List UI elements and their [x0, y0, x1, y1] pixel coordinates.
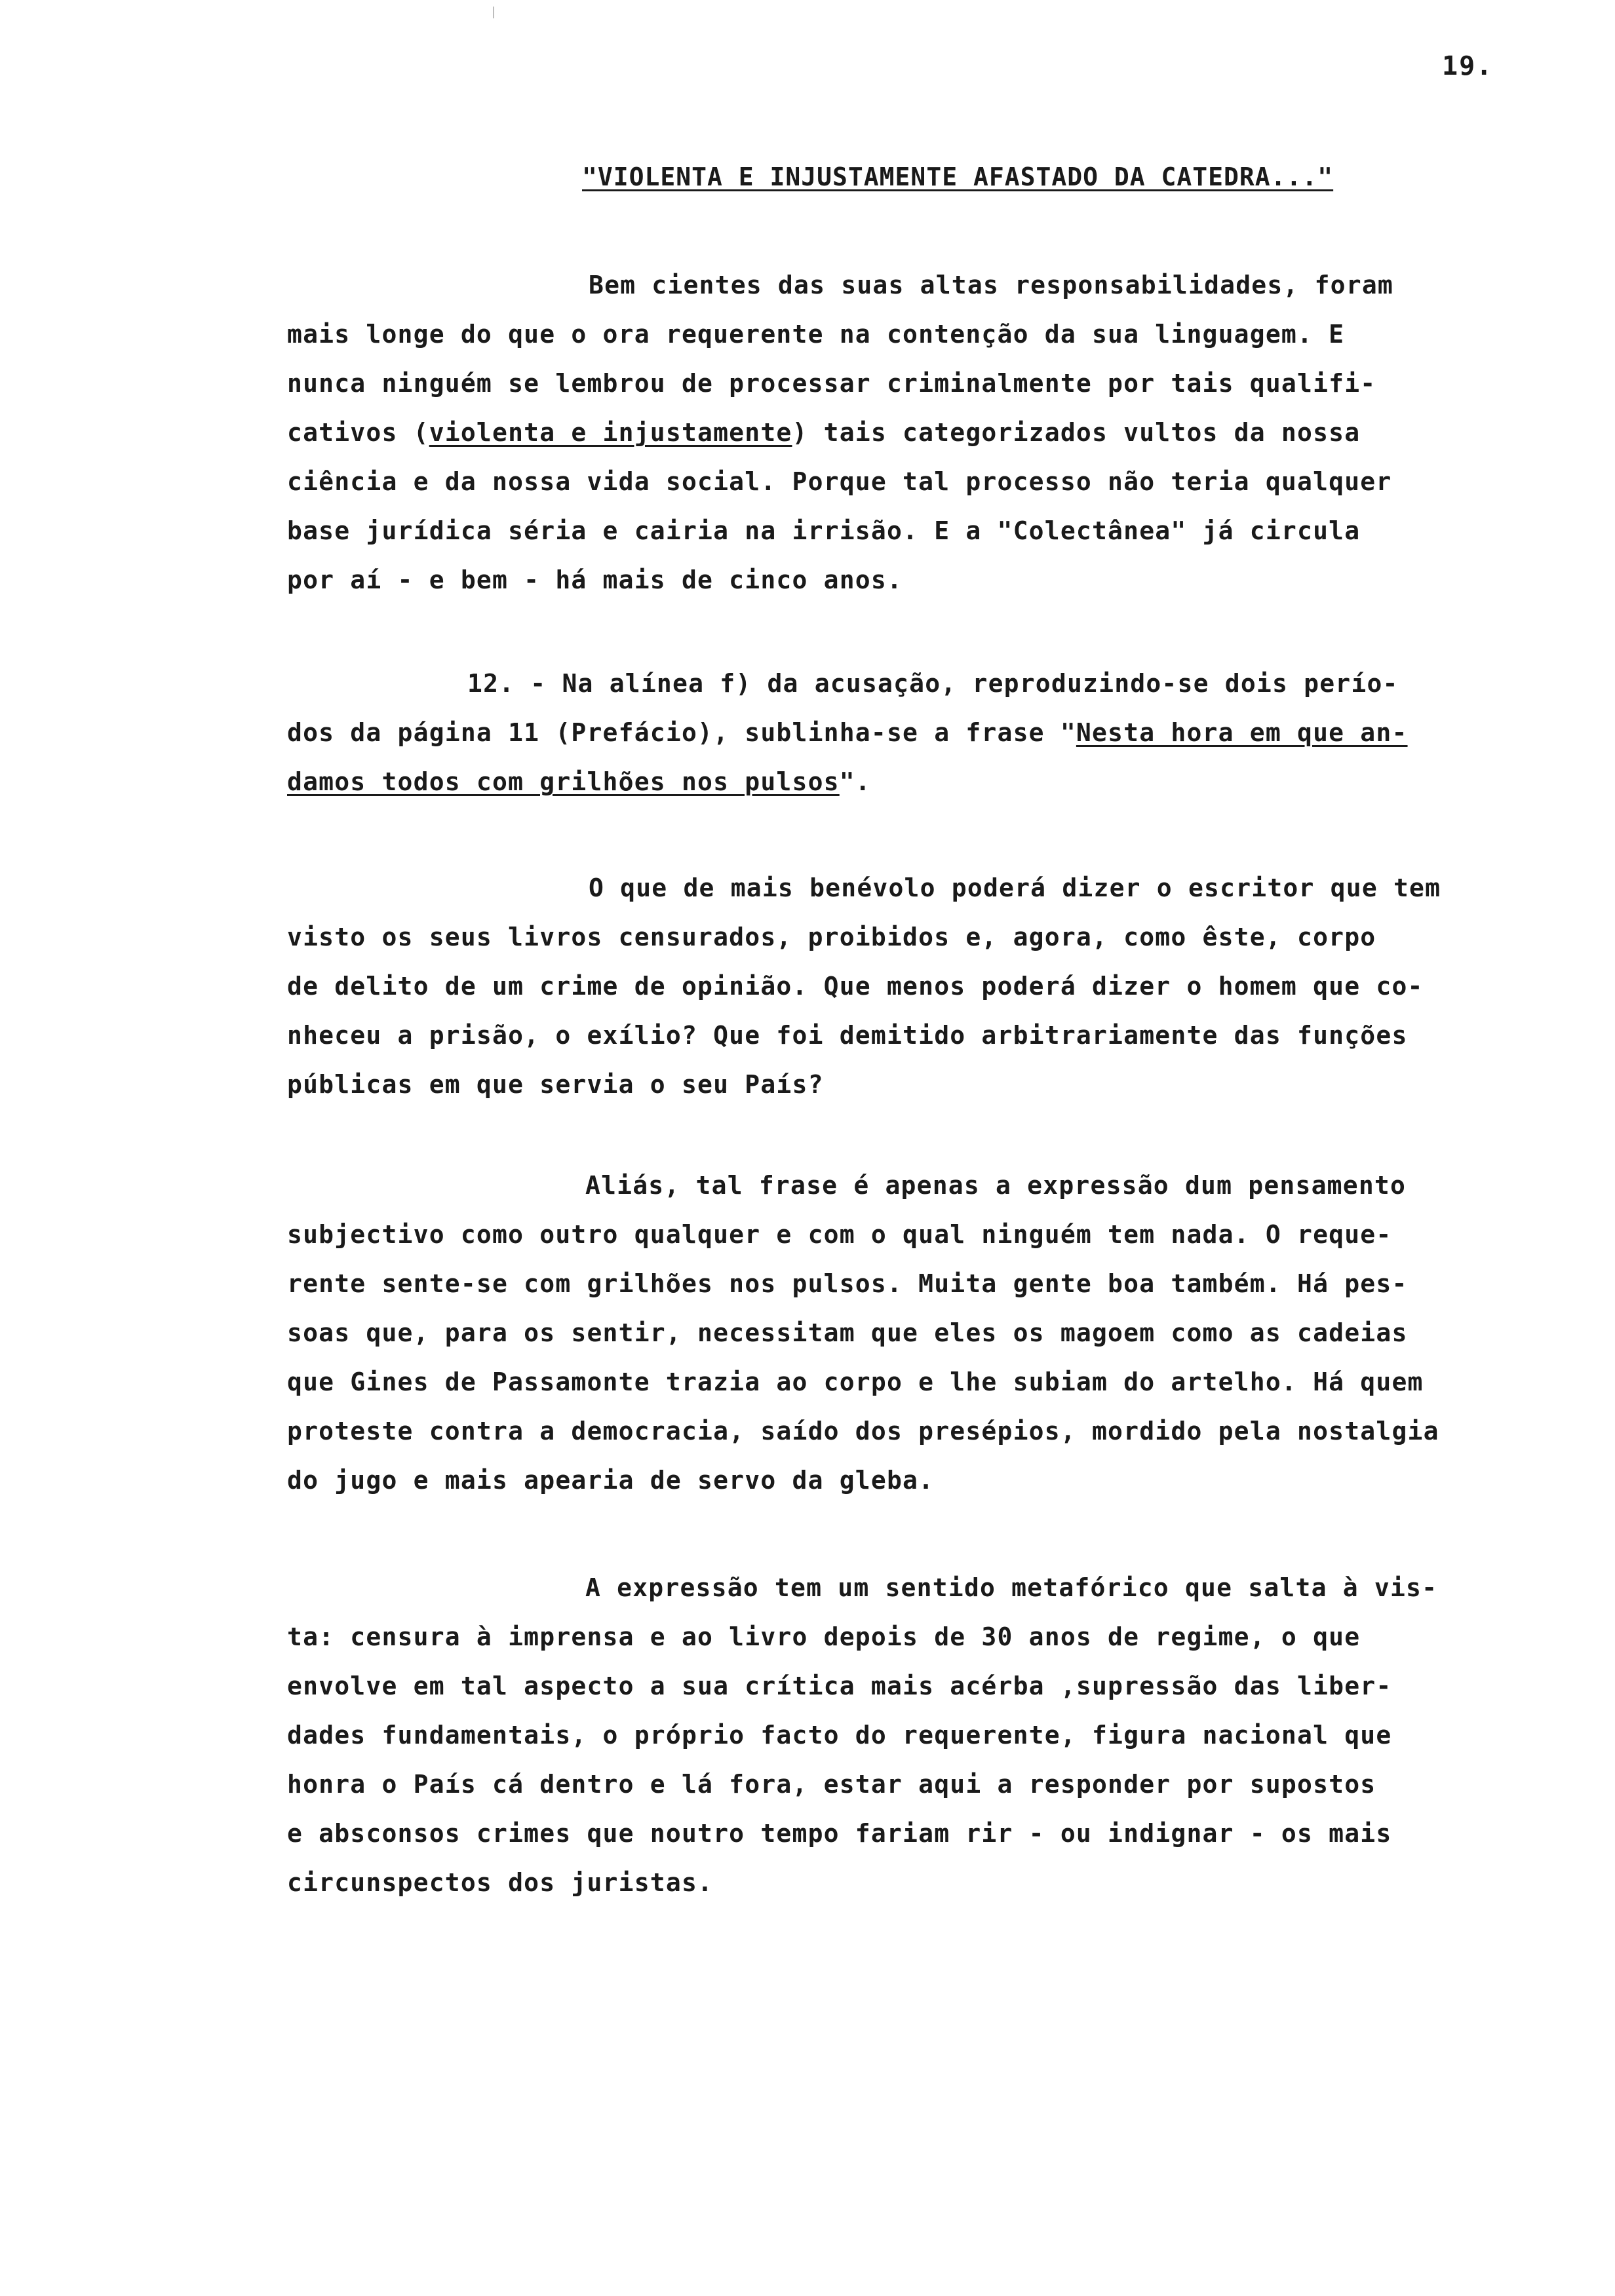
- text-line: [287, 757, 1565, 807]
- page-number: 19.: [1442, 51, 1494, 81]
- text-fragment: ".: [839, 767, 871, 796]
- text-line: O que de mais benévolo poderá dizer o escritor que tem: [589, 873, 1441, 902]
- text-line: visto os seus livros censurados, proibidos e, agora, como êste, corpo: [287, 923, 1376, 951]
- text-line: mais longe do que o ora requerente na contenção da sua linguagem. E: [287, 320, 1345, 349]
- section-heading-text: "VIOLENTA E INJUSTAMENTE AFASTADO DA CATEDRA...": [582, 163, 1334, 191]
- text-line: base jurídica séria e cairia na irrisão. E a "Colectânea" já circula: [287, 516, 1361, 545]
- text-line: que Gines de Passamonte trazia ao corpo e lhe subiam do artelho. Há quem: [287, 1368, 1424, 1396]
- text-line: circunspectos dos juristas.: [287, 1868, 714, 1897]
- text-line: envolve em tal aspecto a sua crítica mais acérba ,supressão das liber-: [287, 1672, 1392, 1700]
- text-line: soas que, para os sentir, necessitam que eles os magoem como as cadeias: [287, 1318, 1408, 1347]
- text-line: de delito de um crime de opinião. Que menos poderá dizer o homem que co-: [287, 972, 1424, 1001]
- text-line: por aí - e bem - há mais de cinco anos.: [287, 565, 903, 594]
- text-fragment: dos da página 11 (Prefácio), sublinha-se a frase ": [287, 718, 1076, 747]
- section-heading: [582, 163, 1333, 191]
- text-line: [287, 408, 1565, 457]
- text-line: honra o País cá dentro e lá fora, estar aqui a responder por supostos: [287, 1770, 1376, 1799]
- paragraph-escritor: [287, 864, 1565, 1109]
- text-line: proteste contra a democracia, saído dos presépios, mordido pela nostalgia: [287, 1417, 1439, 1445]
- text-line: dades fundamentais, o próprio facto do requerente, figura nacional que: [287, 1721, 1392, 1750]
- text-line: subjectivo como outro qualquer e com o qual ninguém tem nada. O reque-: [287, 1220, 1392, 1249]
- text-line: Bem cientes das suas altas responsabilidades, foram: [589, 271, 1393, 299]
- underlined-phrase: violenta e injustamente: [429, 418, 792, 447]
- text-fragment: ) tais categorizados vultos da nossa: [792, 418, 1361, 447]
- paragraph-alias: [287, 1161, 1565, 1505]
- text-fragment: cativos (: [287, 418, 429, 447]
- text-line: Aliás, tal frase é apenas a expressão dum pensamento: [585, 1171, 1407, 1200]
- text-line: [287, 708, 1565, 757]
- paragraph-alinea-f: [287, 659, 1565, 807]
- text-line: do jugo e mais apearia de servo da gleba.: [287, 1466, 935, 1495]
- text-line: ciência e da nossa vida social. Porque tal processo não teria qualquer: [287, 467, 1392, 496]
- paragraph-responsabilidades: [287, 261, 1565, 605]
- scan-mark: [493, 7, 494, 18]
- text-line: nunca ninguém se lembrou de processar criminalmente por tais qualifi-: [287, 369, 1376, 398]
- paragraph-expressao: [287, 1563, 1565, 1907]
- text-line: e absconsos crimes que noutro tempo fariam rir - ou indignar - os mais: [287, 1819, 1392, 1848]
- text-line: 12. - Na alínea f) da acusação, reproduzindo-se dois perío-: [467, 669, 1399, 698]
- underlined-phrase: Nesta hora em que an-: [1076, 718, 1408, 747]
- text-line: nheceu a prisão, o exílio? Que foi demitido arbitrariamente das funções: [287, 1021, 1408, 1050]
- text-line: A expressão tem um sentido metafórico que salta à vis-: [585, 1573, 1438, 1602]
- text-line: rente sente-se com grilhões nos pulsos. Muita gente boa também. Há pes-: [287, 1269, 1408, 1298]
- text-line: ta: censura à imprensa e ao livro depois de 30 anos de regime, o que: [287, 1622, 1361, 1651]
- text-line: públicas em que servia o seu País?: [287, 1070, 824, 1099]
- underlined-phrase: damos todos com grilhões nos pulsos: [287, 767, 840, 796]
